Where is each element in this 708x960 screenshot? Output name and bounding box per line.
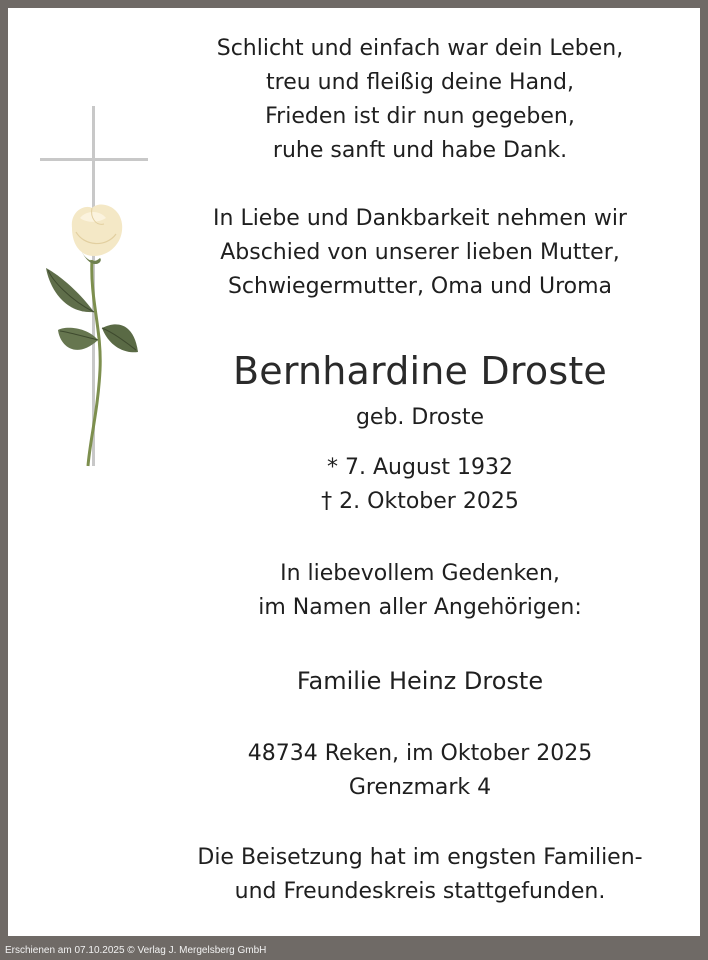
intro-line: Schwiegermutter, Oma und Uroma: [227, 274, 613, 299]
address-line: Grenzmark 4: [348, 775, 492, 800]
birth-date: * 7. August 1932: [327, 455, 513, 480]
death-date: † 2. Oktober 2025: [321, 489, 519, 514]
poem-line: Schlicht und einfach war dein Leben,: [216, 36, 624, 61]
burial-note-line: Die Beisetzung hat im engsten Familien-: [197, 845, 643, 870]
publication-footer: Erschienen am 07.10.2025 © Verlag J. Mergelsberg GmbH: [5, 945, 267, 956]
family-name: Familie Heinz Droste: [296, 667, 544, 695]
remembrance-text: [140, 557, 700, 625]
birth-name: geb. Droste: [355, 405, 485, 430]
rose-icon: [46, 205, 138, 466]
intro-line: Abschied von unserer lieben Mutter,: [220, 240, 620, 265]
poem-line: treu und fleißig deine Hand,: [266, 70, 574, 95]
poem-line: Frieden ist dir nun gegeben,: [265, 104, 575, 129]
address-line: 48734 Reken, im Oktober 2025: [247, 741, 593, 766]
intro-line: In Liebe und Dankbarkeit nehmen wir: [213, 206, 627, 231]
life-dates: [140, 451, 700, 519]
remembrance-line: In liebevollem Gedenken,: [280, 561, 560, 586]
deceased-name: Bernhardine Droste: [232, 349, 607, 393]
address: [140, 737, 700, 805]
burial-note-line: und Freundeskreis stattgefunden.: [234, 879, 606, 904]
burial-note: [140, 841, 700, 909]
intro-text: [140, 202, 700, 304]
remembrance-line: im Namen aller Angehörigen:: [258, 595, 582, 620]
poem-line: ruhe sanft und habe Dank.: [272, 138, 568, 163]
poem: [140, 32, 700, 168]
